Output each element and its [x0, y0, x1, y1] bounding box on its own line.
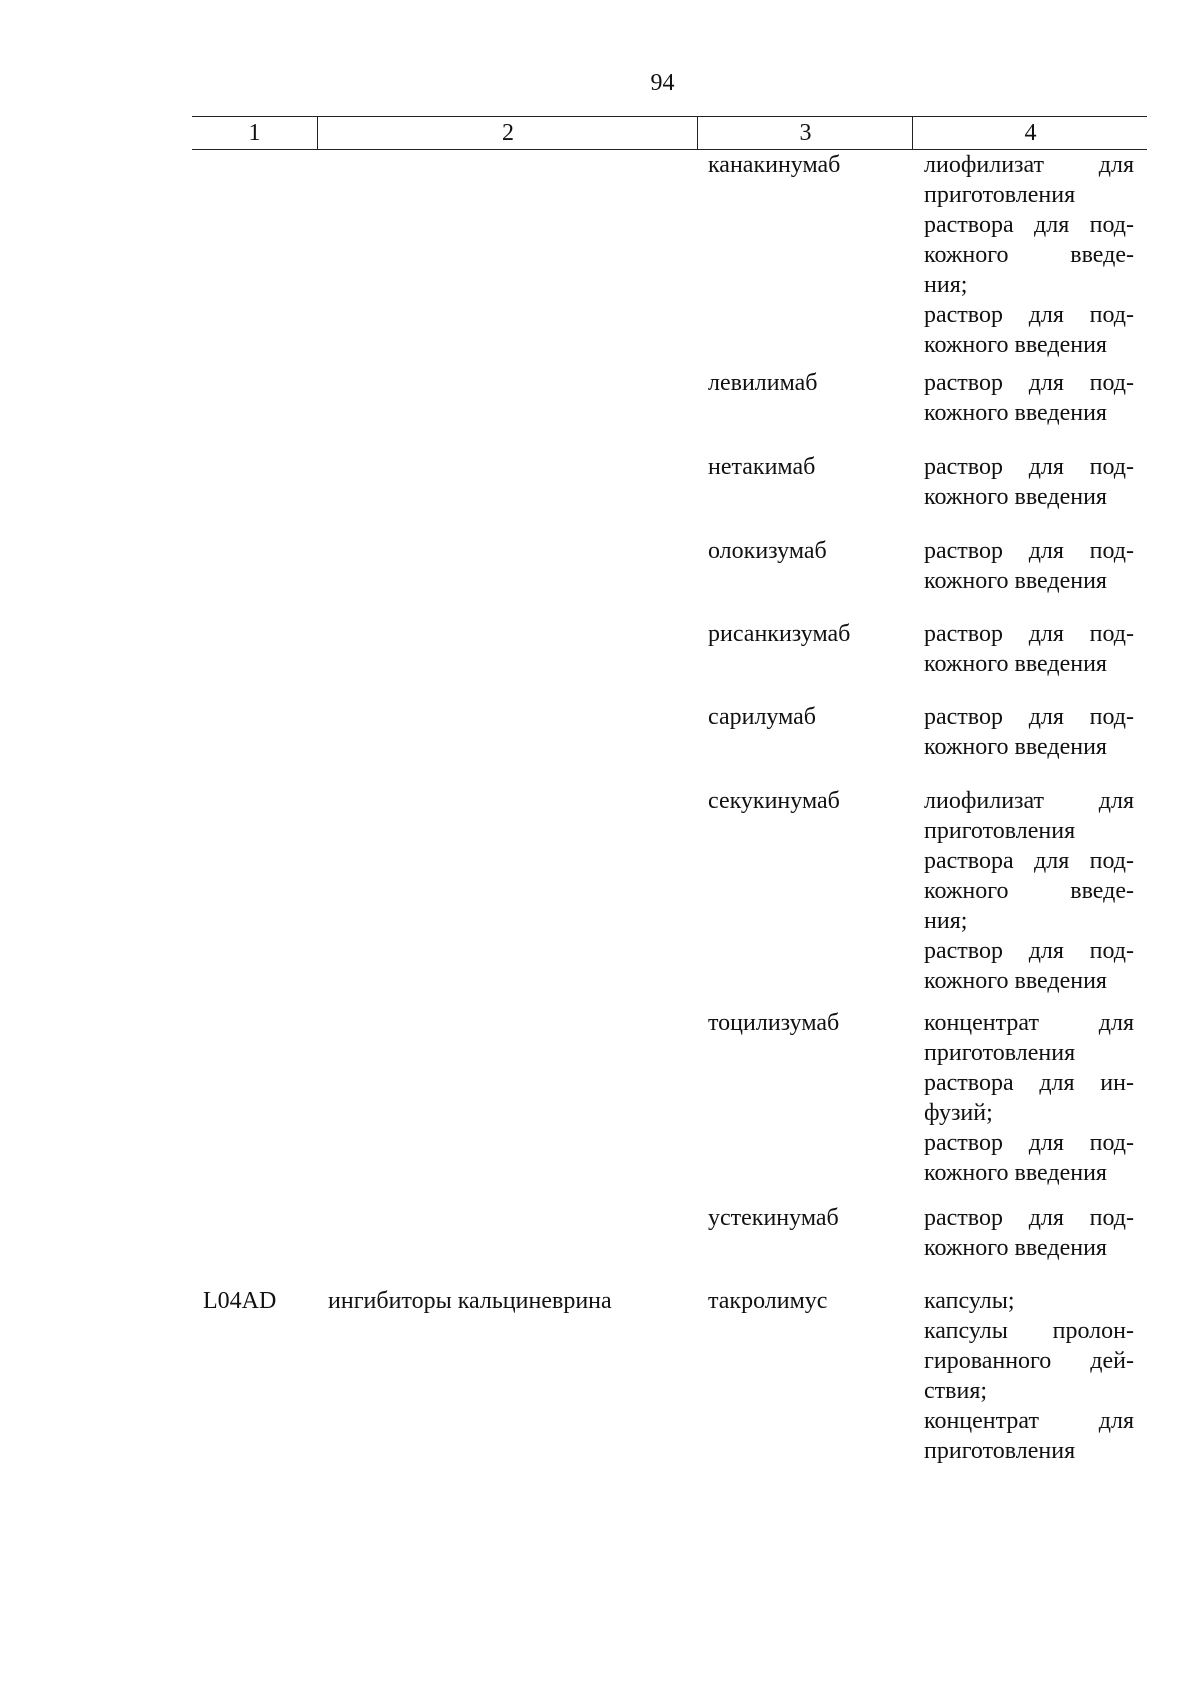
- dosage-form-line: ния;: [924, 908, 968, 934]
- dosage-form-line: кожного введения: [924, 1235, 1107, 1261]
- table-header: [192, 116, 1147, 150]
- dosage-form-line: капсулы пролон-: [924, 1318, 1134, 1344]
- drug-name: устекинумаб: [708, 1205, 839, 1231]
- page-number: 94: [650, 70, 675, 96]
- dosage-form-line: кожного введения: [924, 568, 1107, 594]
- dosage-form: [924, 536, 1134, 596]
- dosage-form-line: кожного введения: [924, 651, 1107, 677]
- dosage-form-line: лиофилизат для: [924, 788, 1134, 814]
- drug-name: канакинумаб: [708, 152, 841, 178]
- dosage-form-line: раствор для под-: [924, 1130, 1134, 1156]
- dosage-form-line: кожного введения: [924, 484, 1107, 510]
- dosage-form: [924, 702, 1134, 762]
- dosage-form-line: фузий;: [924, 1100, 993, 1126]
- atc-code: L04AD: [203, 1288, 277, 1314]
- dosage-form: [924, 1008, 1134, 1188]
- drug-name: сарилумаб: [708, 704, 816, 730]
- drug-name: секукинумаб: [708, 788, 840, 814]
- drug-name: олокизумаб: [708, 538, 827, 564]
- dosage-form-line: раствор для под-: [924, 1205, 1134, 1231]
- dosage-form-line: раствор для под-: [924, 538, 1134, 564]
- dosage-form: [924, 1286, 1134, 1466]
- dosage-form: [924, 150, 1134, 360]
- dosage-form-line: концентрат для: [924, 1408, 1134, 1434]
- dosage-form-line: кожного введения: [924, 1160, 1107, 1186]
- drug-name: рисанкизумаб: [708, 621, 851, 647]
- dosage-form-line: ния;: [924, 272, 968, 298]
- dosage-form: [924, 1203, 1134, 1263]
- dosage-form-line: раствора для ин-: [924, 1070, 1134, 1096]
- dosage-form-line: раствор для под-: [924, 938, 1134, 964]
- dosage-form: [924, 786, 1134, 996]
- dosage-form-line: концентрат для: [924, 1010, 1134, 1036]
- dosage-form-line: раствор для под-: [924, 621, 1134, 647]
- dosage-form-line: кожного введения: [924, 734, 1107, 760]
- dosage-form-line: ствия;: [924, 1378, 988, 1404]
- dosage-form-line: раствор для под-: [924, 370, 1134, 396]
- column-4-header: 4: [912, 117, 1148, 149]
- dosage-form-line: кожного введения: [924, 332, 1107, 358]
- dosage-form-line: кожного введе-: [924, 242, 1134, 268]
- dosage-form-line: приготовления: [924, 182, 1076, 208]
- dosage-form-line: приготовления: [924, 818, 1076, 844]
- drug-name: тоцилизумаб: [708, 1010, 840, 1036]
- dosage-form-line: раствор для под-: [924, 302, 1134, 328]
- dosage-form-line: кожного введе-: [924, 878, 1134, 904]
- dosage-form-line: раствор для под-: [924, 454, 1134, 480]
- dosage-form-line: капсулы;: [924, 1288, 1015, 1314]
- dosage-form: [924, 368, 1134, 428]
- drug-name: левилимаб: [708, 370, 818, 396]
- dosage-form-line: лиофилизат для: [924, 152, 1134, 178]
- drug-name: нетакимаб: [708, 454, 816, 480]
- dosage-form-line: гированного дей-: [924, 1348, 1134, 1374]
- column-2-header: 2: [317, 117, 698, 149]
- dosage-form-line: приготовления: [924, 1040, 1076, 1066]
- column-1-header: 1: [248, 120, 261, 146]
- dosage-form-line: кожного введения: [924, 400, 1107, 426]
- dosage-form-line: кожного введения: [924, 968, 1107, 994]
- dosage-form-line: раствор для под-: [924, 704, 1134, 730]
- dosage-form-line: раствора для под-: [924, 848, 1134, 874]
- column-3-header: 3: [697, 117, 913, 149]
- dosage-form-line: приготовления: [924, 1438, 1076, 1464]
- atc-group-name: ингибиторы кальциневрина: [328, 1288, 612, 1314]
- drug-name: такролимус: [708, 1288, 828, 1314]
- dosage-form-line: раствора для под-: [924, 212, 1134, 238]
- dosage-form: [924, 619, 1134, 679]
- dosage-form: [924, 452, 1134, 512]
